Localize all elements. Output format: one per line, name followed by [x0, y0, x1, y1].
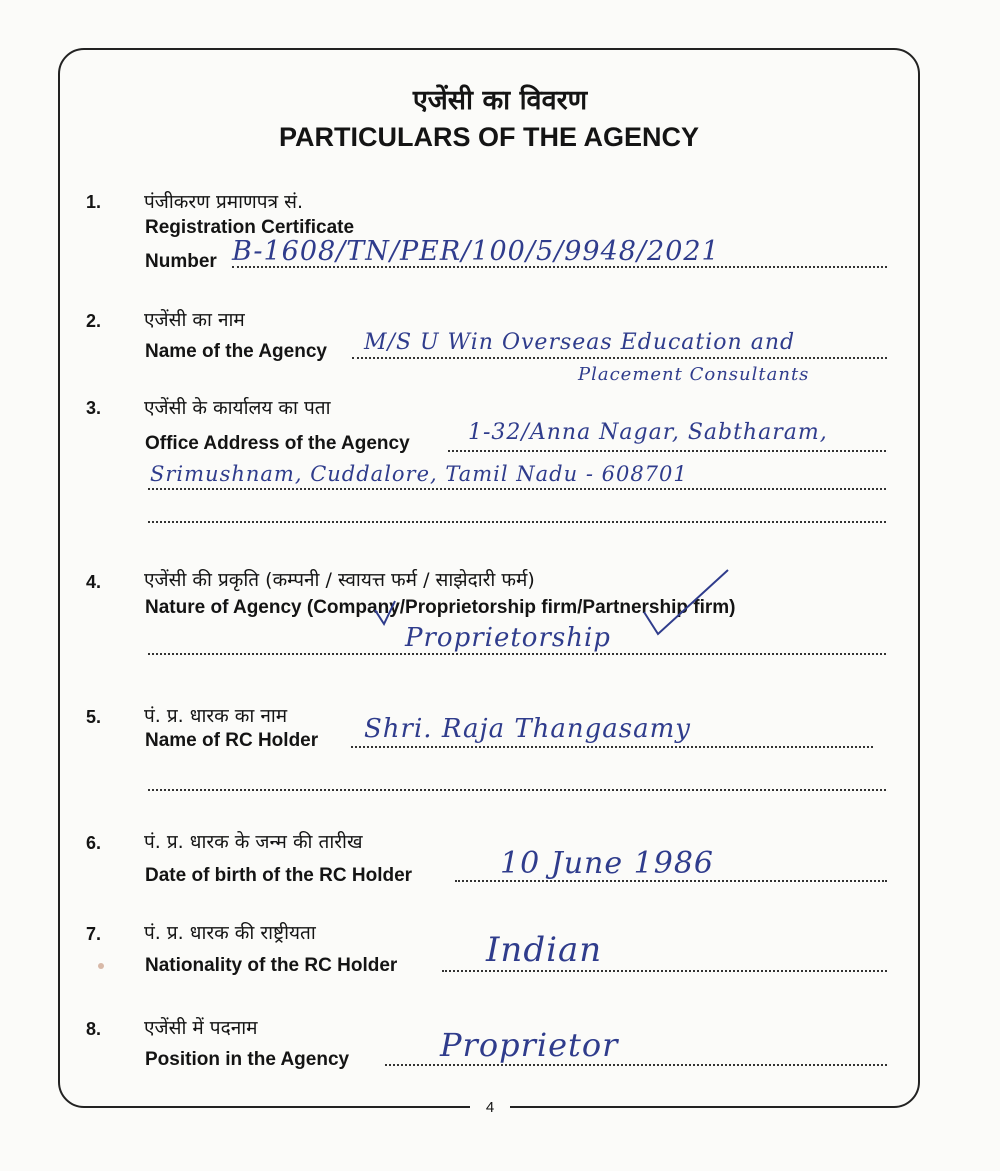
label-english: Name of RC Holder [145, 730, 319, 751]
label-english: Registration Certificate [145, 217, 355, 238]
office-address-value-line2: Srimushnam, Cuddalore, Tamil Nadu - 608701 [150, 462, 688, 486]
label-english: Office Address of the Agency [145, 433, 410, 454]
label-hindi: एजेंसी में पदनाम [144, 1017, 258, 1039]
label-hindi: पं. प्र. धारक की राष्ट्रीयता [144, 922, 316, 944]
label-hindi: पं. प्र. धारक का नाम [144, 705, 288, 727]
label-english: Date of birth of the RC Holder [145, 865, 413, 886]
item-number: 5. [86, 707, 102, 727]
fill-line [148, 653, 886, 655]
nationality-value: Indian [486, 930, 603, 970]
position-value: Proprietor [440, 1026, 619, 1064]
fill-line [351, 746, 873, 748]
fill-line [148, 789, 886, 791]
fill-line [148, 488, 886, 490]
fill-line [385, 1064, 887, 1066]
paper-mark [98, 963, 104, 969]
label-hindi: पंजीकरण प्रमाणपत्र सं. [144, 191, 303, 213]
fill-line [352, 357, 887, 359]
item-number: 4. [86, 572, 102, 592]
tick-mark-icon [372, 598, 398, 628]
label-english: Number [145, 251, 217, 272]
label-english: Nature of Agency (Company/Proprietorship firm/Partnership firm) [145, 597, 736, 618]
item-number: 7. [86, 924, 102, 944]
item-number: 2. [86, 311, 102, 331]
tick-mark-icon [640, 566, 732, 638]
registration-number-value: B-1608/TN/PER/100/5/9948/2021 [232, 236, 720, 267]
item-number: 6. [86, 833, 102, 853]
label-hindi: एजेंसी के कार्यालय का पता [144, 397, 331, 419]
date-of-birth-value: 10 June 1986 [500, 846, 715, 881]
office-address-value-line1: 1-32/Anna Nagar, Sabtharam, [468, 420, 828, 445]
item-number: 8. [86, 1019, 102, 1039]
label-hindi: पं. प्र. धारक के जन्म की तारीख [144, 831, 363, 853]
nature-of-agency-value: Proprietorship [405, 623, 611, 653]
page-number: 4 [470, 1097, 510, 1119]
rc-holder-name-value: Shri. Raja Thangasamy [364, 714, 691, 744]
fill-line [148, 521, 886, 523]
fill-line [442, 970, 887, 972]
title-english: PARTICULARS OF THE AGENCY [278, 122, 699, 152]
agency-name-value-line2: Placement Consultants [578, 364, 810, 385]
agency-name-value-line1: M/S U Win Overseas Education and [364, 330, 796, 355]
title-hindi: एजेंसी का विवरण [412, 85, 588, 116]
item-number: 3. [86, 398, 102, 418]
fill-line [448, 450, 886, 452]
label-hindi: एजेंसी की प्रकृति (कम्पनी / स्वायत्त फर्म / साझेदारी फर्म) [144, 569, 535, 591]
item-number: 1. [86, 192, 102, 212]
label-english: Name of the Agency [145, 341, 327, 362]
label-english: Position in the Agency [145, 1049, 350, 1070]
label-hindi: एजेंसी का नाम [144, 309, 245, 331]
label-english: Nationality of the RC Holder [145, 955, 398, 976]
